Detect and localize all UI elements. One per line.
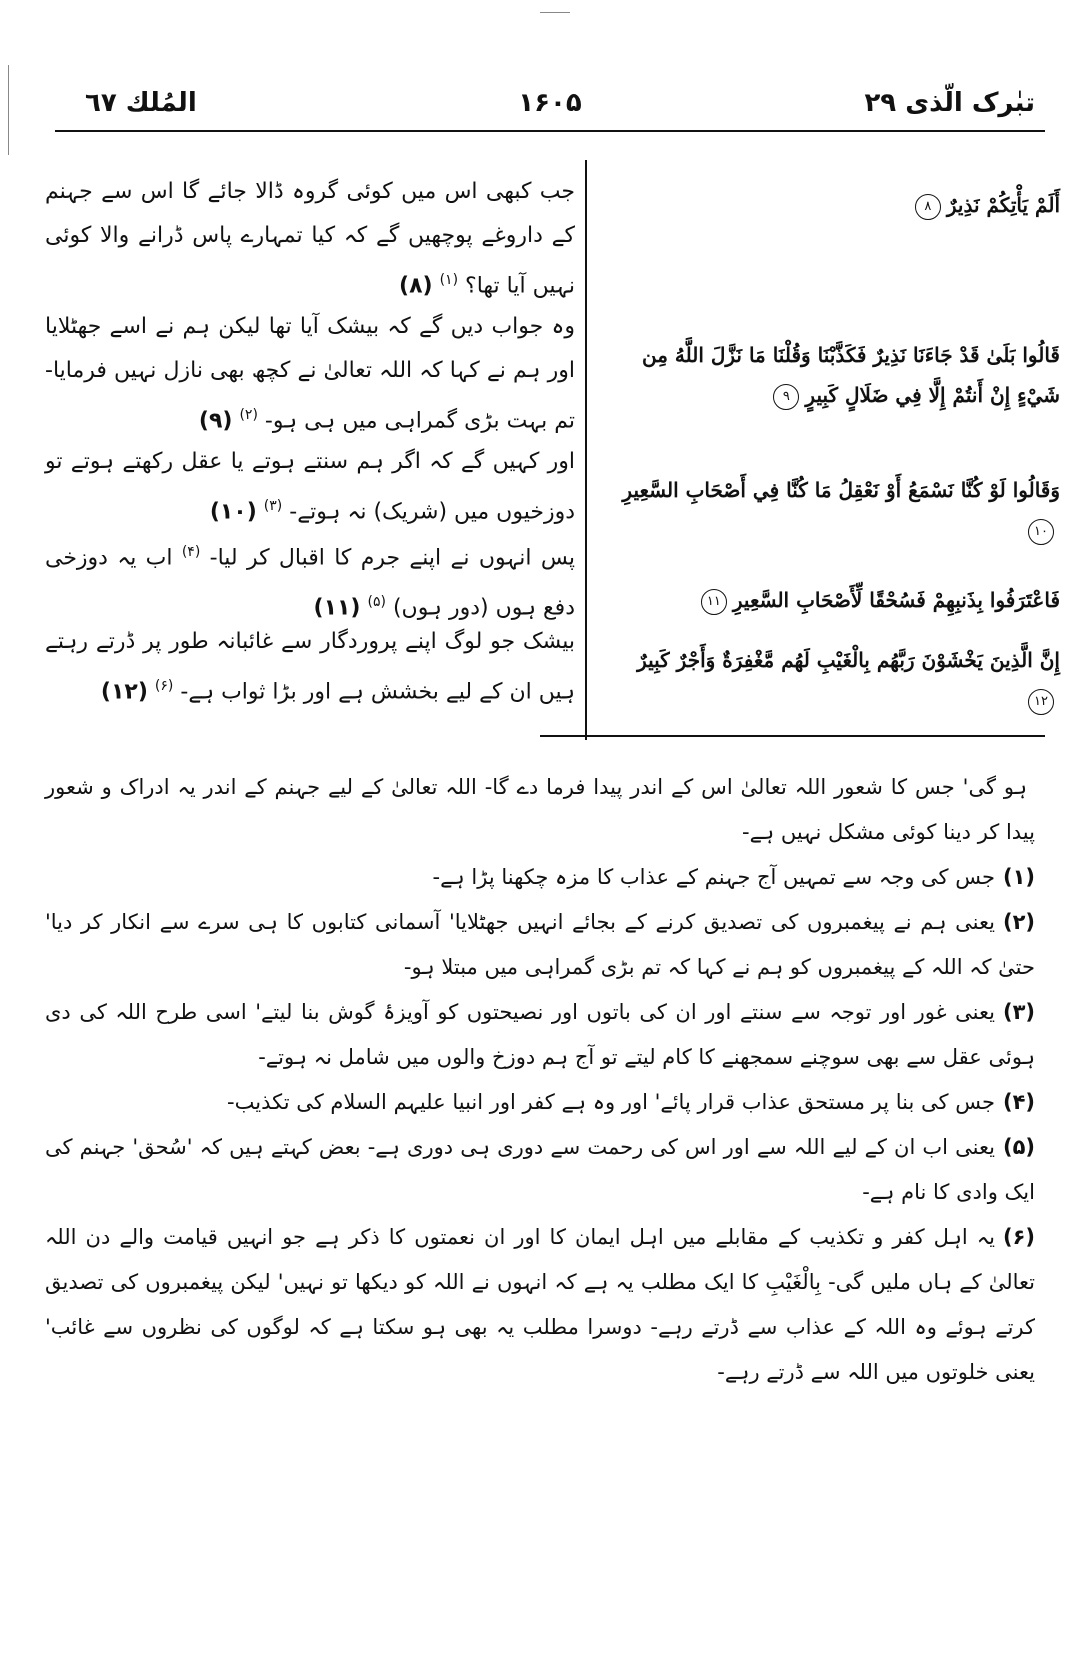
left-edge-mark [8, 65, 9, 155]
footnote-text: یعنی اب ان کے لیے اللہ سے اور اس کی رحمت سے دوری ہی دوری ہے- بعض کہتے ہیں کہ 'سُحق' جہنم کی ایک وادی کا نام ہے- [45, 1135, 1035, 1204]
verse-number: (۱۱) [313, 595, 361, 621]
footnote-3 [45, 990, 1035, 1080]
footnote-text: یعنی غور اور توجہ سے سنتے اور ان کی باتوں اور نصیحتوں کو آویزۂ گوش بنا لیتے' اسی طرح اللہ کی دی ہوئی عقل سے بھی سوچنے سمجھنے کا کام لیتے تو آج ہم دوزخ والوں میں شامل نہ ہوتے- [45, 1000, 1035, 1069]
translation-12 [45, 620, 575, 714]
verse-10 [600, 470, 1060, 550]
translation-text: وہ جواب دیں گے کہ بیشک آیا تھا لیکن ہم نے اسے جھٹلایا اور ہم نے کہا کہ اللہ تعالیٰ نے کچھ بھی نازل نہیں فرمایا- تم بہت بڑی گمراہی میں ہی ہو- [45, 314, 575, 434]
translation-text: اور کہیں گے کہ اگر ہم سنتے ہوتے یا عقل رکھتے ہوتے تو دوزخیوں میں (شریک) نہ ہوتے- [45, 449, 575, 525]
footnote-ref: (۱) [439, 272, 459, 288]
verse-12 [600, 640, 1060, 720]
footnote-number: (۱) [1002, 865, 1035, 889]
footnote-6 [45, 1215, 1035, 1395]
verse-9 [600, 335, 1060, 415]
footnote-2 [45, 900, 1035, 990]
translation-text-continued: اب یہ دوزخی دفع ہوں (دور ہوں) [45, 545, 575, 621]
header-rule [55, 130, 1045, 132]
translation-8 [45, 170, 575, 308]
surah-name: المُلك ٦٧ [85, 88, 197, 118]
footnote-number: (۲) [1002, 910, 1035, 934]
verse-number-marker: ۱۲ [1028, 689, 1054, 715]
footnote-text: یعنی ہم نے پیغمبروں کی تصدیق کرنے کے بجائے انہیں جھٹلایا' آسمانی کتابوں کا ہی سرے سے انکار کر دیا' حتیٰ کہ اللہ کے پیغمبروں کو ہم نے کہا کہ تم بڑی گمراہی میں مبتلا ہو- [45, 910, 1035, 979]
footnote-rule [540, 735, 1045, 737]
verse-text: إِنَّ الَّذِينَ يَخْشَوْنَ رَبَّهُم بِالْغَيْبِ لَهُم مَّغْفِرَةٌ وَأَجْرٌ كَبِيرٌ [637, 648, 1060, 672]
translation-text: بیشک جو لوگ اپنے پروردگار سے غائبانہ طور پر ڈرتے رہتے ہیں ان کے لیے بخشش ہے اور بڑا ثواب ہے- [45, 629, 575, 705]
translation-text: جب کبھی اس میں کوئی گروہ ڈالا جائے گا اس سے جہنم کے داروغے پوچھیں گے کہ کیا تمہارے پاس ڈرانے والا کوئی نہیں آیا تھا؟ [45, 179, 575, 299]
footnote-text: جس کی وجہ سے تمہیں آج جہنم کے عذاب کا مزہ چکھنا پڑا ہے- [432, 865, 995, 889]
footnote-number: (۴) [1002, 1090, 1035, 1114]
footnote-4 [45, 1080, 1035, 1125]
column-divider [585, 160, 587, 740]
footnote-5 [45, 1125, 1035, 1215]
footnote-ref: (۶) [154, 678, 174, 694]
para-name: تبٰرک الّذی ۲۹ [864, 88, 1035, 118]
verse-text: فَاعْتَرَفُوا بِذَنبِهِمْ فَسُحْقًا لِّأَصْحَابِ السَّعِيرِ [732, 588, 1060, 612]
footnote-ref: (۳) [263, 498, 283, 514]
verse-text: وَقَالُوا لَوْ كُنَّا نَسْمَعُ أَوْ نَعْقِلُ مَا كُنَّا فِي أَصْحَابِ السَّعِيرِ [622, 478, 1060, 502]
footnote-text: یہ اہل کفر و تکذیب کے مقابلے میں اہل ایمان کا اور ان نعمتوں کا ذکر ہے جو انہیں قیامت والے دن اللہ تعالیٰ کے ہاں ملیں گی- بِالْغَيْبِ کا ایک مطلب یہ ہے کہ انہوں نے اللہ کو دیکھا تو نہیں' لیکن پیغمبروں کی تصدیق کرتے ہوئے وہ اللہ کے عذاب سے ڈرتے رہے- دوسرا مطلب یہ بھی ہو سکتا ہے کہ لوگوں کی نظروں سے غائب' یعنی خلوتوں میں اللہ سے ڈرتے رہے- [45, 1225, 1035, 1384]
verse-number: (۱۲) [100, 679, 148, 705]
translation-11 [45, 530, 575, 631]
verse-8 [600, 185, 1060, 225]
verse-number: (۸) [399, 273, 433, 299]
footnote-ref: (۴) [181, 544, 201, 560]
footnote-ref: (۲) [239, 407, 258, 423]
translation-text: پس انہوں نے اپنے جرم کا اقبال کر لیا- [209, 545, 575, 571]
translation-9 [45, 305, 575, 443]
footnote-1 [45, 855, 1035, 900]
page-number: ۱۶۰۵ [518, 88, 582, 118]
translation-10 [45, 440, 575, 534]
footnote-number: (۶) [1002, 1225, 1035, 1249]
verse-text: قَالُوا بَلَىٰ قَدْ جَاءَنَا نَذِيرٌ فَكَذَّبْنَا وَقُلْنَا مَا نَزَّلَ اللَّهُ مِن شَيْءٍ إِنْ أَنتُمْ إِلَّا فِي ضَلَالٍ كَبِيرٍ [641, 343, 1060, 407]
footnote-text: جس کی بنا پر مستحق عذاب قرار پائے' اور وہ ہے کفر اور انبیا علیہم السلام کی تکذیب- [227, 1090, 995, 1114]
verse-number: (۹) [198, 408, 233, 434]
footnote-number: (۵) [1002, 1135, 1035, 1159]
top-edge-mark [540, 12, 570, 13]
verse-number-marker: ۸ [915, 194, 941, 220]
verse-11 [600, 580, 1060, 620]
verse-number-marker: ۱۱ [701, 589, 727, 615]
verse-number-marker: ۹ [773, 384, 799, 410]
footnote-ref: (۵) [367, 594, 386, 611]
verse-number: (۱۰) [209, 499, 257, 525]
verse-number-marker: ۱۰ [1028, 519, 1054, 545]
footnote-continued [45, 765, 1035, 855]
footnote-number: (۳) [1002, 1000, 1035, 1024]
footnote-text: ہو گی' جس کا شعور اللہ تعالیٰ اس کے اندر پیدا فرما دے گا- اللہ تعالیٰ کے لیے جہنم کے اندر یہ ادراک و شعور پیدا کر دینا کوئی مشکل نہیں ہے- [45, 775, 1035, 844]
page-header [55, 80, 1045, 132]
footnotes [45, 765, 1035, 1395]
verse-text: أَلَمْ يَأْتِكُمْ نَذِيرٌ [946, 193, 1060, 217]
